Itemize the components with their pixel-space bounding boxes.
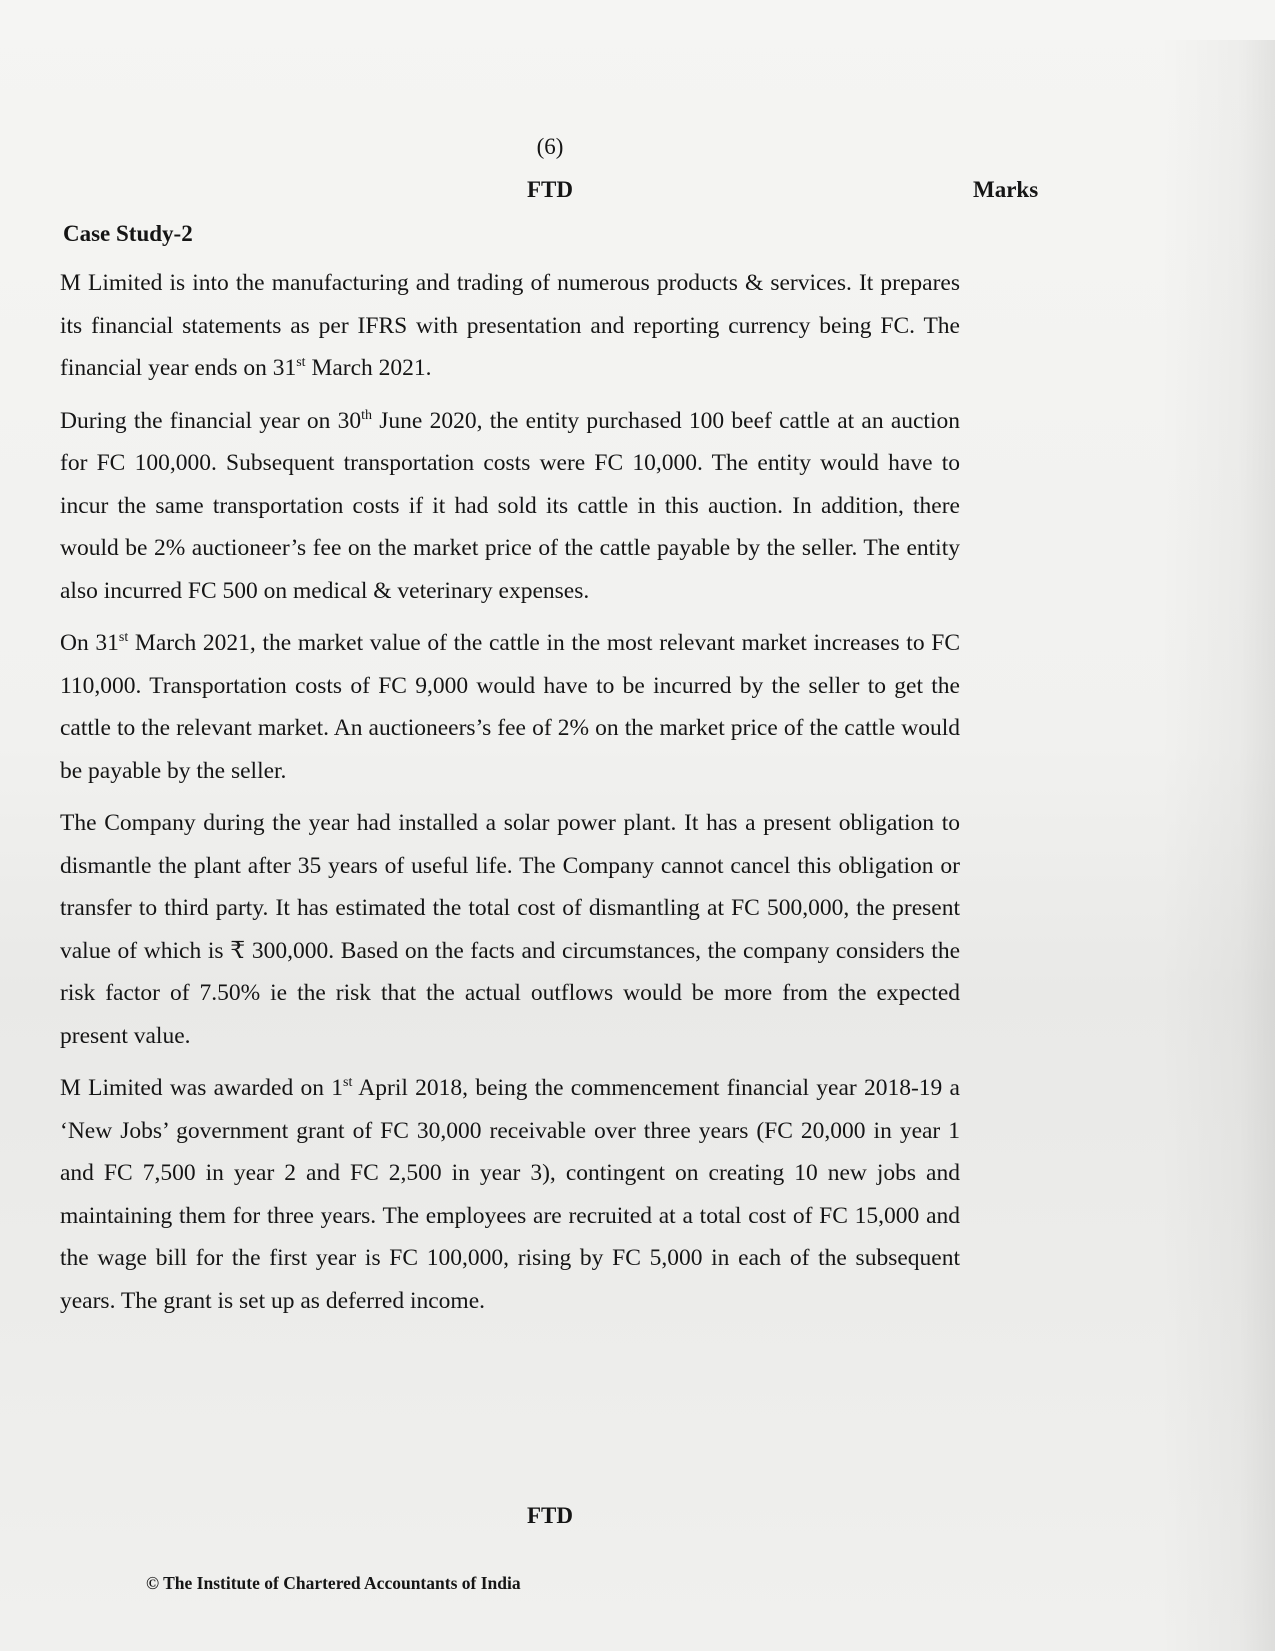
case-study-body bbox=[60, 262, 960, 1332]
paragraph-cattle-valuation: On 31st March 2021, the market value of the cattle in the most relevant market increases to FC 110,000. Transportation costs of FC 9,000 would have to be incurred by the seller to get the cattle to the relevant market. An auctioneers’s fee of 2% on the market price of the cattle would be payable by the seller. bbox=[60, 630, 960, 784]
footer-paper-code: FTD bbox=[527, 1503, 573, 1528]
page-edge-shadow bbox=[1160, 40, 1275, 1651]
page-number: (6) bbox=[536, 134, 564, 159]
marks-column-label: Marks bbox=[973, 177, 1039, 202]
copyright-notice: © The Institute of Chartered Accountants of India bbox=[146, 1573, 521, 1593]
paragraph-company-overview: M Limited is into the manufacturing and trading of numerous products & services. It prepares its financial statements as per IFRS with presentation and reporting currency being FC. The financial year ends on 31st March 2021. bbox=[60, 270, 960, 381]
paragraph-government-grant: M Limited was awarded on 1st April 2018, being the commencement financial year 2018-19 a ‘New Jobs’ government grant of FC 30,000 receivable over three years (FC 20,000 in year 1 and FC 7,500 in year 2 and FC 2,500 in year 3), contingent on creating 10 new jobs and maintaining them for three years. The employees are recruited at a total cost of FC 15,000 and the wage bill for the first year is FC 100,000, rising by FC 5,000 in each of the subsequent years. The grant is set up as deferred income. bbox=[60, 1075, 960, 1314]
case-study-title: Case Study-2 bbox=[63, 221, 193, 246]
paragraph-cattle-purchase: During the financial year on 30th June 2020, the entity purchased 100 beef cattle at an auction for FC 100,000. Subsequent transportation costs were FC 10,000. The entity would have to incur the same transportation costs if it had sold its cattle in this auction. In addition, there would be 2% auctioneer’s fee on the market price of the cattle payable by the seller. The entity also incurred FC 500 on medical & veterinary expenses. bbox=[60, 407, 960, 604]
header-paper-code: FTD bbox=[527, 177, 573, 202]
paragraph-solar-plant: The Company during the year had installed a solar power plant. It has a present obligation to dismantle the plant after 35 years of useful life. The Company cannot cancel this obligation or transfer to third party. It has estimated the total cost of dismantling at FC 500,000, the present value of which is ₹ 300,000. Based on the facts and circumstances, the company considers the risk factor of 7.50% ie the risk that the actual outflows would be more from the expected present value. bbox=[60, 810, 960, 1049]
